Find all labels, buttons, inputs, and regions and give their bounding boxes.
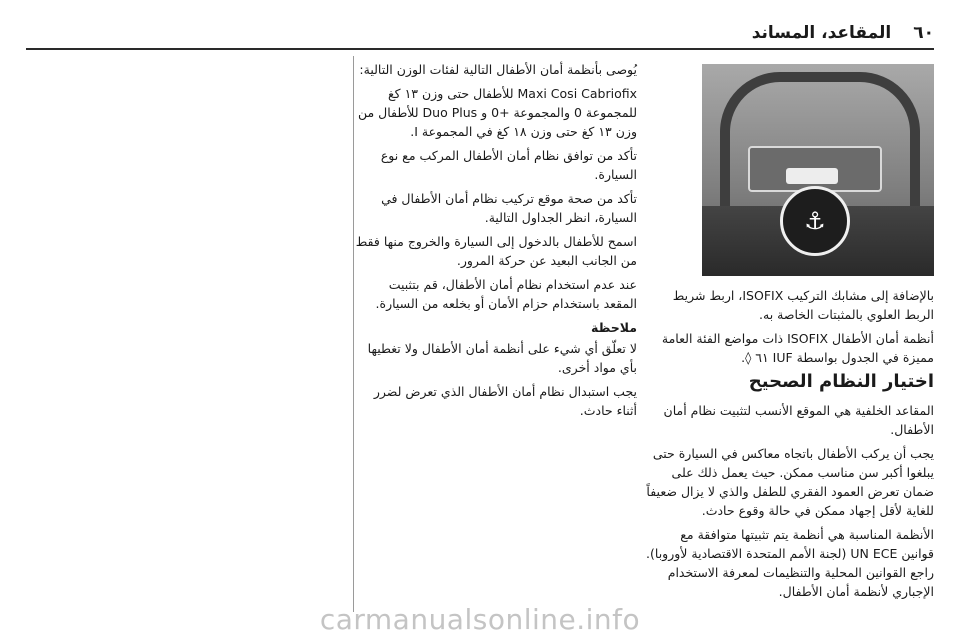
unused-seat-text: عند عدم استخدام نظام أمان الأطفال، قم بتثبيت المقعد باستخدام حزام الأمان أو بخلعه من السيارة. <box>375 277 637 311</box>
note-text-2: يجب استبدال نظام أمان الأطفال الذي تعرض لضرر أثناء حادث. <box>373 384 637 418</box>
child-seat-icon: ⚓ <box>780 186 850 256</box>
un-ece-text: الأنظمة المناسبة هي أنظمة يتم تثبيتها متوافقة مع قوانين UN ECE (لجنة الأمم المتحدة الاقتصادية لأوروبا). راجع القوانين المحلية والتنظيمات لمعرفة الاستخدام الإجباري لأنظمة أمان الأطفال. <box>646 527 934 599</box>
recommended-models: Maxi Cosi Cabriofix للأطفال حتى وزن ١٣ كغ للمجموعة 0 والمجموعة +0 و Duo Plus للأطفال من وزن ١٣ كغ حتى وزن ١٨ كغ في المجموعة I. <box>357 86 637 139</box>
rear-seats-text: المقاعد الخلفية هي الموقع الأنسب لتثبيت نظام أمان الأطفال. <box>663 403 934 437</box>
page-title: المقاعد، المساند <box>751 23 892 43</box>
compatibility-text: تأكد من توافق نظام أمان الأطفال المركب مع نوع السيارة. <box>380 148 637 182</box>
rear-facing-text: يجب أن يركب الأطفال باتجاه معاكس في السيارة حتى يبلغوا أكبر سن مناسب ممكن. حيث يعمل ذلك على ضمان تعرض العمود الفقري للطفل والذي لا يزال ضعيفاً للغاية لأقل إجهاد ممكن في حالة وقوع حادث. <box>646 446 934 518</box>
iuf-text: أنظمة أمان الأطفال ISOFIX ذات مواضع الفئة العامة مميزة في الجدول بواسطة IUF ٦١ ◊. <box>661 331 934 365</box>
section-heading: اختيار النظام الصحيح <box>748 371 934 392</box>
isofix-photo <box>702 64 934 276</box>
traffic-side-text: اسمح للأطفال بالدخول إلى السيارة والخروج منها فقط من الجانب البعيد عن حركة المرور. <box>355 234 637 268</box>
page-number: ٦٠ <box>913 23 934 43</box>
isofix-intro-text: بالإضافة إلى مشابك التركيب ISOFIX، اربط شريط الربط العلوي بالمثبتات الخاصة به. <box>672 288 934 322</box>
note-text-1: لا تعلّق أي شيء على أنظمة أمان الأطفال ولا تغطيها بأي مواد أخرى. <box>367 341 637 375</box>
recommendation-intro: يُوصى بأنظمة أمان الأطفال التالية لفئات الوزن التالية: <box>359 62 637 77</box>
position-check-text: تأكد من صحة موقع تركيب نظام أمان الأطفال في السيارة، انظر الجداول التالية. <box>381 191 637 225</box>
label-tag <box>786 168 838 184</box>
right-column <box>644 60 934 606</box>
watermark: carmanualsonline.info <box>319 603 641 636</box>
left-column <box>352 60 637 425</box>
page-header <box>26 18 934 50</box>
note-heading: ملاحظة <box>591 320 637 335</box>
